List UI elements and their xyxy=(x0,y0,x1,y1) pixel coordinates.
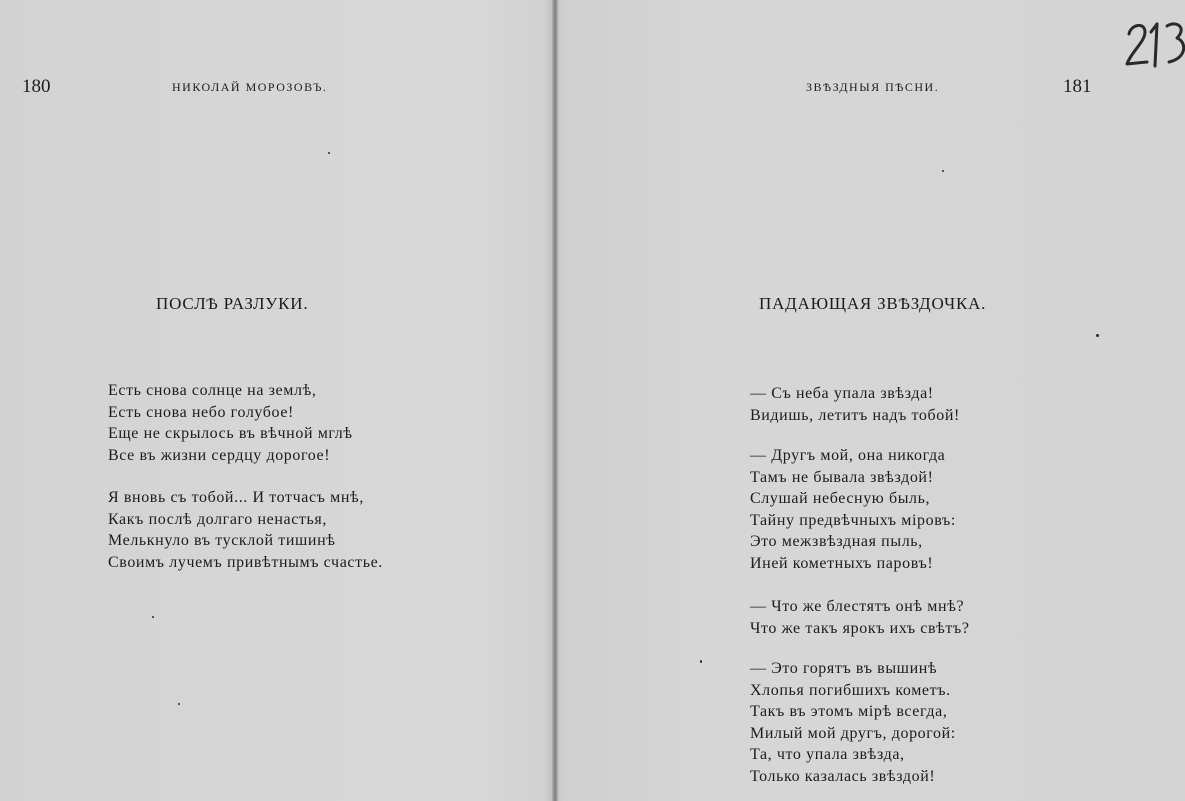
page-number-left: 180 xyxy=(22,76,51,97)
poem-line: Своимъ лучемъ привѣтнымъ счастье. xyxy=(108,553,383,571)
paper-speck xyxy=(178,703,180,705)
running-head-right: ЗВѢЗДНЫЯ ПѢСНИ. xyxy=(806,80,940,94)
poem-line: Та, что упала звѣзда, xyxy=(750,746,905,763)
poem-line: — Другъ мой, она никогда xyxy=(750,447,946,464)
poem-line: Милый мой другъ, дорогой: xyxy=(750,724,956,742)
paper-speck xyxy=(328,152,330,154)
left-page xyxy=(0,0,552,801)
poem-line: Есть снова солнце на землѣ, xyxy=(108,382,317,399)
poem-line: Слушай небесную быль, xyxy=(750,490,931,507)
poem-line: Такъ въ этомъ мірѣ всегда, xyxy=(750,703,948,720)
poem-line: Иней кометныхъ паровъ! xyxy=(750,554,934,572)
poem-line: Тайну предвѣчныхъ міровъ: xyxy=(750,511,956,529)
paper-speck xyxy=(942,170,944,172)
stanza-left-2 xyxy=(108,487,383,573)
paper-speck xyxy=(700,660,702,663)
running-head-left: НИКОЛАЙ МОРОЗОВЪ. xyxy=(172,80,328,94)
poem-line: Это межзвѣздная пыль, xyxy=(750,533,923,550)
stanza-right-3 xyxy=(750,596,970,639)
handwritten-archive-number xyxy=(1121,12,1185,72)
stanza-left-1 xyxy=(108,380,353,466)
stanza-right-4 xyxy=(750,658,956,787)
paper-speck xyxy=(152,616,154,618)
poem-line: — Что же блестятъ онѣ мнѣ? xyxy=(750,598,965,615)
poem-title-right: ПАДАЮЩАЯ ЗВѢЗДОЧКА. xyxy=(759,294,987,313)
poem-line: Все въ жизни сердцу дорогое! xyxy=(108,446,331,464)
poem-line: Тамъ не бывала звѣздой! xyxy=(750,468,934,486)
poem-line: Еще не скрылось въ вѣчной мглѣ xyxy=(108,425,353,442)
right-page xyxy=(558,0,1185,801)
poem-line: — Это горятъ въ вышинѣ xyxy=(750,660,938,677)
stanza-right-1 xyxy=(750,383,960,426)
poem-line: Хлопья погибшихъ кометъ. xyxy=(750,681,951,699)
page-number-right: 181 xyxy=(1063,76,1092,97)
poem-line: Есть снова небо голубое! xyxy=(108,403,294,421)
poem-line: Мелькнуло въ тусклой тишинѣ xyxy=(108,532,336,549)
stanza-right-2 xyxy=(750,445,956,574)
poem-line: Я вновь съ тобой... И тотчасъ мнѣ, xyxy=(108,489,364,506)
poem-line: Только казалась звѣздой! xyxy=(750,767,936,785)
poem-line: Какъ послѣ долгаго ненастья, xyxy=(108,510,327,528)
poem-line: — Съ неба упала звѣзда! xyxy=(750,385,934,402)
poem-line: Видишь, летитъ надъ тобой! xyxy=(750,406,960,424)
paper-speck xyxy=(1096,334,1099,337)
poem-title-left: ПОСЛѢ РАЗЛУКИ. xyxy=(156,294,309,313)
poem-line: Что же такъ ярокъ ихъ свѣтъ? xyxy=(750,619,970,637)
